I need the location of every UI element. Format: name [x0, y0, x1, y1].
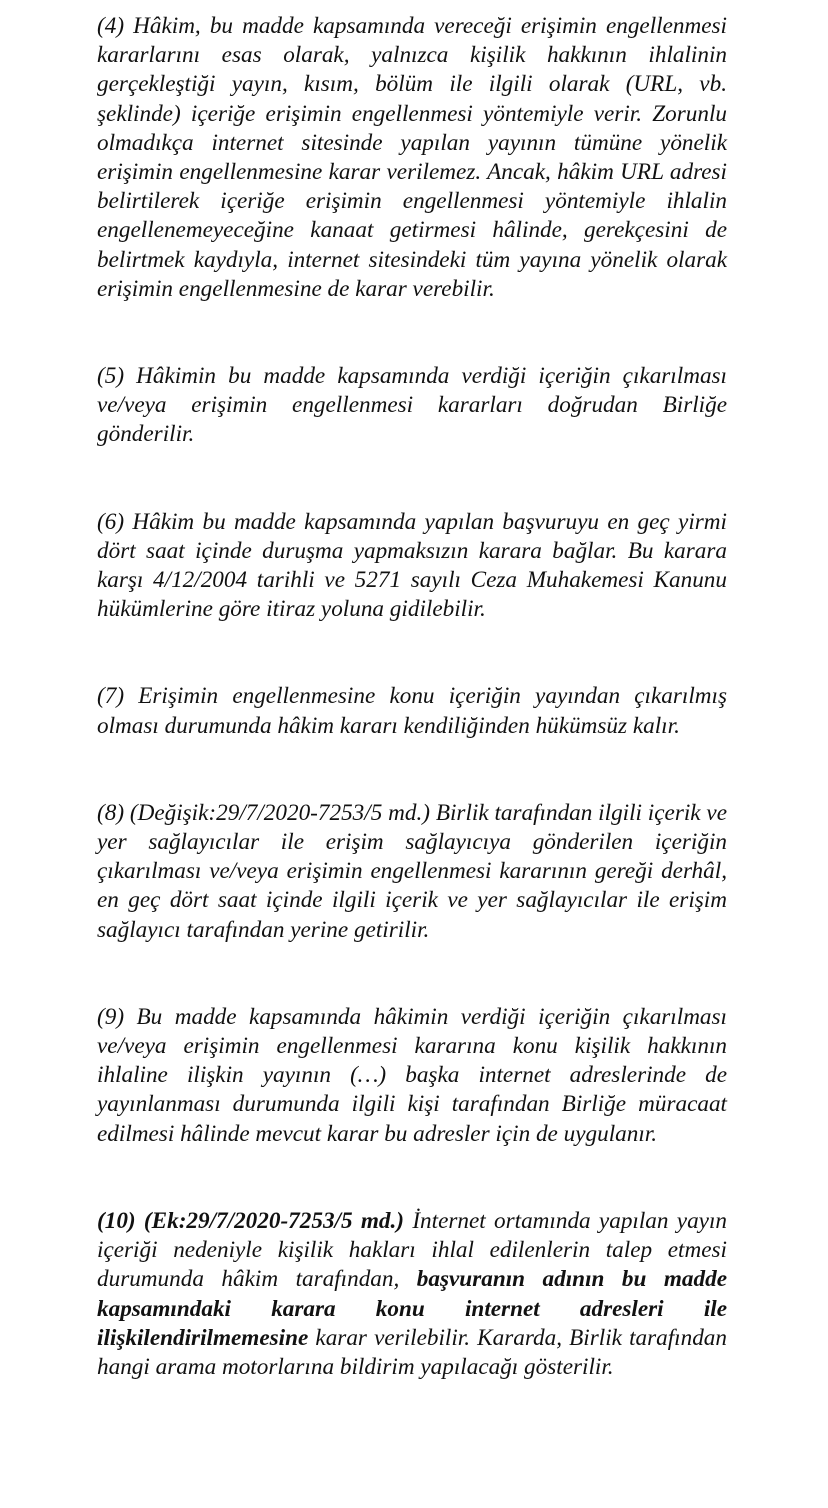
- paragraph-8: (8) (Değişik:29/7/2020-7253/5 md.) Birlik tarafından ilgili içerik ve yer sağlayıcılar ile erişim sağlayıcıya gönderilen içeriğin çıkarılması ve/veya erişimin engellenmesi kararının gereği derhâl, en geç dört saat içinde ilgili içerik ve yer sağlayıcılar ile erişim sağlayıcı tarafından yerine getirilir.: [97, 799, 727, 943]
- paragraph-10-text-2: karar verilebilir. Kararda, Birlik tarafından hangi arama motorlarına bildirim yapılacağı gösterilir.: [97, 1324, 727, 1380]
- paragraph-10-text-1: İnternet ortamında yapılan yayın içeriği nedeniyle kişilik hakları ihlal edilenlerin talep etmesi durumunda hâkim tarafından,: [97, 1207, 727, 1293]
- document-page: [97, 12, 727, 1382]
- paragraph-10-emphasis: başvuranın adının bu madde kapsamındaki karara konu internet adresleri ile ilişkilendirilmemesine: [97, 1266, 727, 1351]
- paragraph-7: (7) Erişimin engellenmesine konu içeriğin yayından çıkarılmış olması durumunda hâkim kararı kendiliğinden hükümsüz kalır.: [97, 683, 727, 739]
- paragraph-10-lead: (10) (Ek:29/7/2020-7253/5 md.): [97, 1207, 405, 1234]
- paragraph-10: [97, 1207, 727, 1382]
- paragraph-4: (4) Hâkim, bu madde kapsamında vereceği erişimin engellenmesi kararlarını esas olarak, yalnızca kişilik hakkının ihlalinin gerçekleştiği yayın, kısım, bölüm ile ilgili olarak (URL, vb. şeklinde) içeriğe erişimin engellenmesi yöntemiyle verir. Zorunlu olmadıkça internet sitesinde yapılan yayının tümüne yönelik erişimin engellenmesine karar verilemez. Ancak, hâkim URL adresi belirtilerek içeriğe erişimin engellenmesi yöntemiyle ihlalin engellenemeyeceğine kanaat getirmesi hâlinde, gerekçesini de belirtmek kaydıyla, internet sitesindeki tüm yayına yönelik olarak erişimin engellenmesine de karar verebilir.: [97, 13, 727, 302]
- paragraph-9: (9) Bu madde kapsamında hâkimin verdiği içeriğin çıkarılması ve/veya erişimin engellenmesi kararına konu kişilik hakkının ihlaline ilişkin yayının (…) başka internet adreslerinde de yayınlanması durumunda ilgili kişi tarafından Birliğe müracaat edilmesi hâlinde mevcut karar bu adresler için de uygulanır.: [97, 1003, 727, 1147]
- paragraph-6: (6) Hâkim bu madde kapsamında yapılan başvuruyu en geç yirmi dört saat içinde duruşma yapmaksızın karara bağlar. Bu karara karşı 4/12/2004 tarihli ve 5271 sayılı Ceza Muhakemesi Kanunu hükümlerine göre itiraz yoluna gidilebilir.: [97, 508, 727, 623]
- paragraph-5: (5) Hâkimin bu madde kapsamında verdiği içeriğin çıkarılması ve/veya erişimin engellenmesi kararları doğrudan Birliğe gönderilir.: [97, 363, 727, 448]
